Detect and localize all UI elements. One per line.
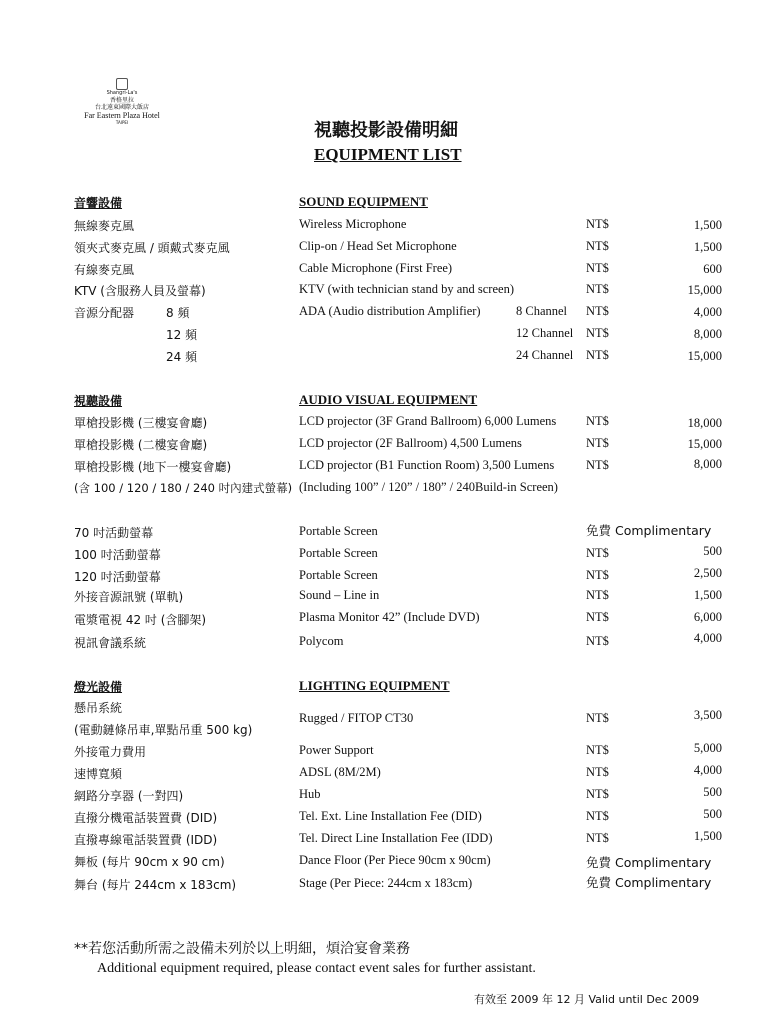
currency: NT$ bbox=[586, 304, 609, 318]
currency-complimentary: 免費 Complimentary bbox=[586, 523, 712, 538]
item-zh: (含 100 / 120 / 180 / 240 吋內建式螢幕) bbox=[74, 481, 293, 495]
item-zh: 直撥分機電話裝置費 (DID) bbox=[74, 811, 218, 825]
valid-until: 有效至 2009 年 12 月 Valid until Dec 2009 bbox=[474, 993, 700, 1006]
currency: NT$ bbox=[586, 282, 609, 296]
item-zh-channel: 8 頻 bbox=[166, 306, 190, 320]
item-en: (Including 100” / 120” / 180” / 240Build-in Screen) bbox=[299, 480, 558, 494]
price: 1,500 bbox=[693, 829, 722, 843]
currency: NT$ bbox=[586, 588, 609, 602]
item-channel: 24 Channel bbox=[516, 348, 574, 362]
currency: NT$ bbox=[586, 348, 609, 362]
currency-complimentary: 免費 Complimentary bbox=[586, 855, 712, 870]
item-en: Cable Microphone (First Free) bbox=[299, 261, 453, 275]
item-zh: 懸吊系統 bbox=[74, 701, 123, 715]
note-zh: **若您活動所需之設備未列於以上明細，煩洽宴會業務 bbox=[74, 941, 410, 957]
item-en: Tel. Direct Line Installation Fee (IDD) bbox=[299, 831, 493, 845]
item-zh-channel: 12 頻 bbox=[166, 328, 198, 342]
item-zh: 100 吋活動螢幕 bbox=[74, 548, 161, 562]
item-en: LCD projector (B1 Function Room) 3,500 Lumens bbox=[299, 458, 555, 472]
item-en: Power Support bbox=[299, 743, 374, 757]
item-en: Stage (Per Piece: 244cm x 183cm) bbox=[299, 876, 473, 890]
item-channel: 12 Channel bbox=[516, 326, 574, 340]
currency: NT$ bbox=[586, 610, 609, 624]
item-zh: 網路分享器 (一對四) bbox=[74, 789, 184, 803]
logo-name-zh-1: 香格里拉 bbox=[109, 97, 134, 104]
section-heading-av-zh: 視聽設備 bbox=[74, 394, 123, 408]
price: 15,000 bbox=[687, 437, 722, 451]
currency: NT$ bbox=[586, 326, 609, 340]
title-zh: 視聽投影設備明細 bbox=[314, 120, 458, 140]
item-zh: 舞台 (每片 244cm x 183cm) bbox=[74, 878, 237, 892]
note-en: Additional equipment required, please contact event sales for further assistant. bbox=[97, 961, 536, 976]
item-zh: 70 吋活動螢幕 bbox=[74, 526, 154, 540]
currency: NT$ bbox=[586, 743, 609, 757]
item-en: Rugged / FITOP CT30 bbox=[299, 711, 414, 725]
item-zh: 外接電力費用 bbox=[74, 745, 147, 759]
item-en: LCD projector (2F Ballroom) 4,500 Lumens bbox=[299, 436, 522, 450]
price: 6,000 bbox=[693, 610, 722, 624]
item-en: Portable Screen bbox=[299, 524, 378, 538]
price: 2,500 bbox=[693, 566, 722, 580]
currency: NT$ bbox=[586, 634, 609, 648]
currency: NT$ bbox=[586, 568, 609, 582]
price: 1,500 bbox=[693, 218, 722, 232]
price: 500 bbox=[703, 785, 722, 799]
price: 4,000 bbox=[693, 305, 722, 319]
currency: NT$ bbox=[586, 414, 609, 428]
currency: NT$ bbox=[586, 787, 609, 801]
item-en: Portable Screen bbox=[299, 568, 378, 582]
currency: NT$ bbox=[586, 809, 609, 823]
item-zh: 有線麥克風 bbox=[74, 263, 135, 277]
item-zh: 電漿電視 42 吋 (含腳架) bbox=[74, 613, 207, 627]
section-heading-av-en: AUDIO VISUAL EQUIPMENT bbox=[299, 392, 478, 407]
item-en: LCD projector (3F Grand Ballroom) 6,000 Lumens bbox=[299, 414, 557, 428]
price: 8,000 bbox=[693, 327, 722, 341]
hotel-logo bbox=[74, 78, 170, 128]
section-heading-lighting-en: LIGHTING EQUIPMENT bbox=[299, 678, 450, 693]
item-en: Wireless Microphone bbox=[299, 217, 407, 231]
currency: NT$ bbox=[586, 458, 609, 472]
title-en: EQUIPMENT LIST bbox=[314, 145, 462, 164]
item-zh: KTV (含服務人員及螢幕) bbox=[74, 284, 206, 298]
item-en: KTV (with technician stand by and screen) bbox=[299, 282, 514, 296]
item-zh: 外接音源訊號 (單軌) bbox=[74, 590, 184, 604]
item-zh: 120 吋活動螢幕 bbox=[74, 570, 161, 584]
price: 15,000 bbox=[687, 349, 722, 363]
currency: NT$ bbox=[586, 239, 609, 253]
item-zh: 領夾式麥克風 / 頭戴式麥克風 bbox=[74, 241, 230, 255]
item-zh: 速博寬頻 bbox=[74, 767, 123, 781]
item-zh: 無線麥克風 bbox=[74, 219, 135, 233]
hotel-logo-mark-icon bbox=[116, 78, 128, 90]
item-zh-channel: 24 頻 bbox=[166, 350, 198, 364]
item-en: Polycom bbox=[299, 634, 344, 648]
currency: NT$ bbox=[586, 546, 609, 560]
currency: NT$ bbox=[586, 711, 609, 725]
item-en: Sound – Line in bbox=[299, 588, 380, 602]
currency: NT$ bbox=[586, 436, 609, 450]
logo-brand: Shangri-La's bbox=[106, 90, 138, 96]
price: 500 bbox=[703, 807, 722, 821]
item-en: Clip-on / Head Set Microphone bbox=[299, 239, 457, 253]
item-zh: 單槍投影機 (地下一樓宴會廳) bbox=[74, 460, 232, 474]
currency: NT$ bbox=[586, 261, 609, 275]
item-zh: 單槍投影機 (三樓宴會廳) bbox=[74, 416, 208, 430]
item-en: Portable Screen bbox=[299, 546, 378, 560]
item-zh: 單槍投影機 (二樓宴會廳) bbox=[74, 438, 208, 452]
logo-name-en: Far Eastern Plaza Hotel bbox=[84, 111, 160, 120]
currency: NT$ bbox=[586, 765, 609, 779]
section-heading-sound-zh: 音響設備 bbox=[74, 196, 123, 210]
item-en: Plasma Monitor 42” (Include DVD) bbox=[299, 610, 480, 624]
price: 5,000 bbox=[693, 741, 722, 755]
item-en: Dance Floor (Per Piece 90cm x 90cm) bbox=[299, 853, 491, 867]
currency-complimentary: 免費 Complimentary bbox=[586, 875, 712, 890]
item-zh-detail: (電動鏈條吊車,單點吊重 500 kg) bbox=[74, 723, 253, 737]
price: 4,000 bbox=[693, 763, 722, 777]
item-en: Tel. Ext. Line Installation Fee (DID) bbox=[299, 809, 482, 823]
item-zh: 舞板 (每片 90cm x 90 cm) bbox=[74, 855, 225, 869]
price: 15,000 bbox=[687, 283, 722, 297]
item-zh: 音源分配器 bbox=[74, 306, 135, 320]
item-zh: 視訊會議系統 bbox=[74, 636, 147, 650]
price: 1,500 bbox=[693, 588, 722, 602]
price: 3,500 bbox=[693, 708, 722, 722]
item-en: ADA (Audio distribution Amplifier) bbox=[299, 304, 481, 318]
price: 500 bbox=[703, 544, 722, 558]
price: 18,000 bbox=[687, 416, 722, 430]
currency: NT$ bbox=[586, 831, 609, 845]
price: 8,000 bbox=[693, 457, 722, 471]
currency: NT$ bbox=[586, 217, 609, 231]
price: 1,500 bbox=[693, 240, 722, 254]
logo-city: TAIPEI bbox=[115, 120, 129, 125]
section-heading-lighting-zh: 燈光設備 bbox=[74, 680, 123, 694]
item-en: Hub bbox=[299, 787, 321, 801]
price: 600 bbox=[703, 262, 722, 276]
item-zh: 直撥專線電話裝置費 (IDD) bbox=[74, 833, 218, 847]
price: 4,000 bbox=[693, 631, 722, 645]
section-heading-sound-en: SOUND EQUIPMENT bbox=[299, 194, 428, 209]
item-channel: 8 Channel bbox=[516, 304, 568, 318]
logo-name-zh-2: 台北遠東國際大飯店 bbox=[94, 104, 149, 111]
item-en: ADSL (8M/2M) bbox=[299, 765, 381, 779]
